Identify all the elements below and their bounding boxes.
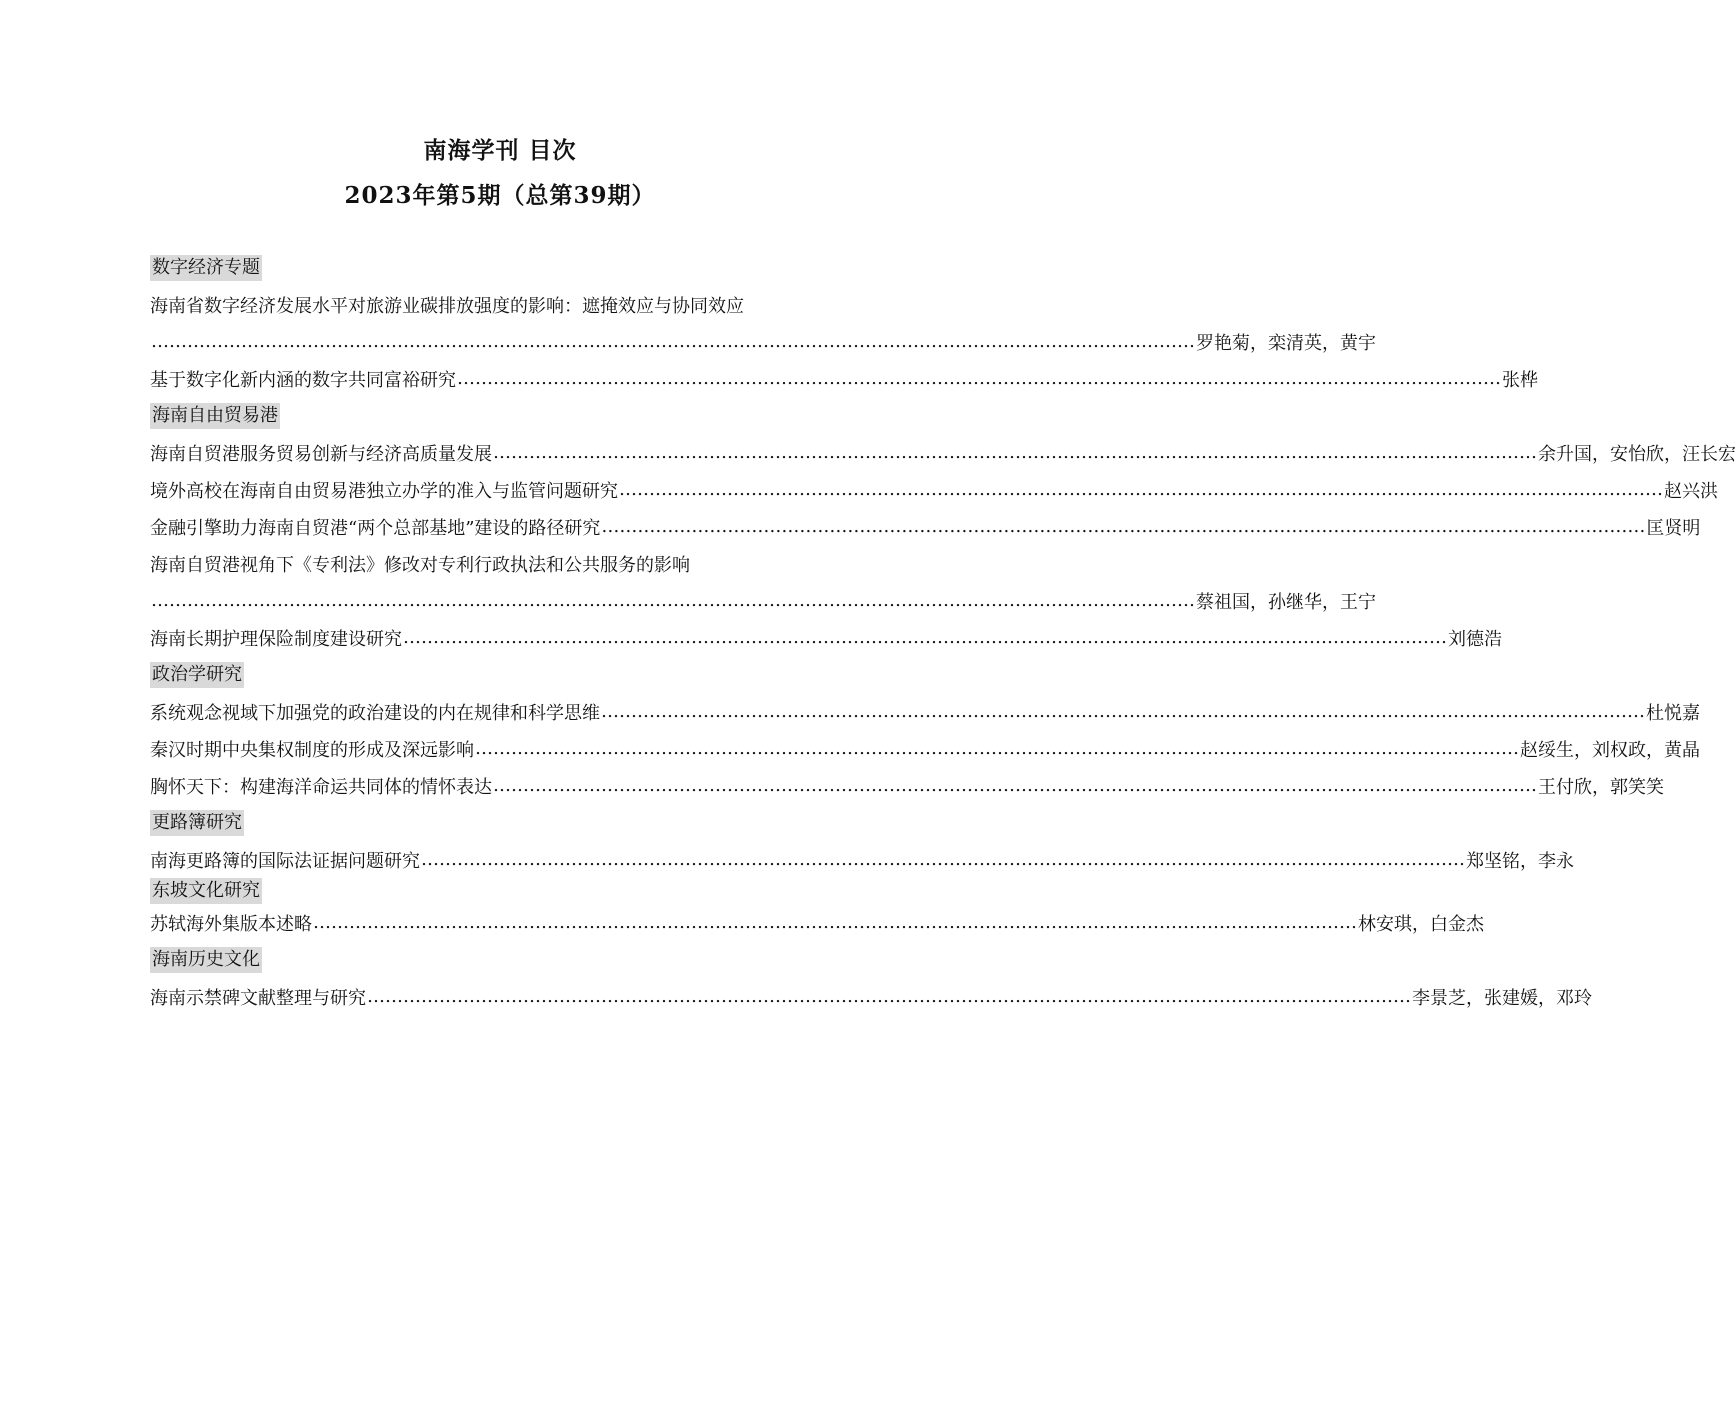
article-title: 海南示禁碑文献整理与研究 <box>150 987 366 1009</box>
article-title: 境外高校在海南自由贸易港独立办学的准入与监管问题研究 <box>150 480 618 502</box>
toc-entry-line <box>150 514 1701 540</box>
article-title: 系统观念视域下加强党的政治建设的内在规律和科学思维 <box>150 702 600 724</box>
article-authors: 李景芝，张建媛，邓玲 <box>1412 987 1592 1009</box>
section-heading: 更路簿研究 <box>150 810 244 836</box>
article-title-line: 海南省数字经济发展水平对旅游业碳排放强度的影响：遮掩效应与协同效应 <box>150 295 744 317</box>
dot-leader: ………………………………………………………………………………………………………………………………………………………… <box>403 627 1447 648</box>
dot-leader: ………………………………………………………………………………………………………………………………………………………… <box>475 738 1519 759</box>
section-heading-row <box>150 249 850 286</box>
dot-leader: ………………………………………………………………………………………………………………………………………………………… <box>367 986 1411 1007</box>
table-of-contents <box>150 249 1736 1015</box>
toc-entry[interactable] <box>150 471 1718 508</box>
article-authors: 罗艳菊，栾清英，黄宇 <box>1196 332 1376 354</box>
toc-entry-line <box>150 588 1376 614</box>
article-authors: 蔡祖国，孙继华，王宁 <box>1196 591 1376 613</box>
section-heading-row <box>150 878 850 904</box>
article-authors: 刘德浩 <box>1448 628 1502 650</box>
dot-leader: ………………………………………………………………………………………………………………………………………………………… <box>457 368 1501 389</box>
article-title: 基于数字化新内涵的数字共同富裕研究 <box>150 369 456 391</box>
toc-entry-line <box>150 736 1700 762</box>
section-heading: 海南自由贸易港 <box>150 403 280 429</box>
article-title: 海南长期护理保险制度建设研究 <box>150 628 402 650</box>
issue-number: 2023年第5期（总第39期） <box>344 182 656 209</box>
toc-entry[interactable] <box>150 619 1502 656</box>
toc-entry[interactable] <box>150 841 1574 878</box>
toc-entry[interactable] <box>150 360 1538 397</box>
toc-entry-line <box>150 699 1700 725</box>
article-authors: 赵绥生，刘权政，黄晶 <box>1520 739 1700 761</box>
section-heading-row <box>150 804 850 841</box>
article-authors: 林安琪，白金杰 <box>1358 913 1484 935</box>
toc-entry-line <box>150 910 1484 936</box>
article-title: 秦汉时期中央集权制度的形成及深远影响 <box>150 739 474 761</box>
toc-entry-line <box>150 847 1574 873</box>
toc-entry[interactable] <box>150 904 1484 941</box>
article-title: 苏轼海外集版本述略 <box>150 913 312 935</box>
toc-entry[interactable] <box>150 693 1700 730</box>
dot-leader: ………………………………………………………………………………………………………………………………………………………… <box>493 775 1537 796</box>
dot-leader: ………………………………………………………………………………………………………………………………………………………… <box>151 590 1195 611</box>
article-authors: 郑坚铭，李永 <box>1466 850 1574 872</box>
article-authors: 杜悦嘉 <box>1646 702 1700 724</box>
article-title: 南海更路簿的国际法证据问题研究 <box>150 850 420 872</box>
article-title-line: 海南自贸港视角下《专利法》修改对专利行政执法和公共服务的影响 <box>150 554 690 576</box>
toc-entry-line <box>150 440 1736 466</box>
journal-title: 南海学刊 目次 <box>423 137 577 164</box>
section-heading: 数字经济专题 <box>150 255 262 281</box>
section-heading: 政治学研究 <box>150 662 244 688</box>
toc-entry-line <box>150 773 1664 799</box>
dot-leader: ………………………………………………………………………………………………………………………………………………………… <box>619 479 1663 500</box>
article-authors: 匡贤明 <box>1646 517 1701 539</box>
dot-leader: ………………………………………………………………………………………………………………………………………………………… <box>493 442 1537 463</box>
article-authors: 余升国，安怡欣，汪长宏 <box>1538 443 1736 465</box>
section-heading-row <box>150 397 850 434</box>
toc-entry[interactable] <box>150 582 1376 619</box>
dot-leader: ………………………………………………………………………………………………………………………………………………………… <box>151 331 1195 352</box>
article-title: 金融引擎助力海南自贸港“两个总部基地”建设的路径研究 <box>150 517 601 539</box>
dot-leader: ………………………………………………………………………………………………………………………………………………………… <box>601 516 1646 537</box>
toc-entry[interactable] <box>150 978 1592 1015</box>
article-title: 胸怀天下：构建海洋命运共同体的情怀表达 <box>150 776 492 798</box>
toc-entry[interactable] <box>150 730 1700 767</box>
article-title: 海南自贸港服务贸易创新与经济高质量发展 <box>150 443 492 465</box>
toc-entry[interactable] <box>150 767 1664 804</box>
article-authors: 张桦 <box>1502 369 1538 391</box>
article-authors: 王付欣，郭笑笑 <box>1538 776 1664 798</box>
toc-entry-line <box>150 625 1502 651</box>
section-heading-row <box>150 941 850 978</box>
toc-entry-line <box>150 984 1592 1010</box>
toc-entry[interactable] <box>150 508 1701 545</box>
section-heading-row <box>150 656 850 693</box>
section-heading: 东坡文化研究 <box>150 878 262 904</box>
toc-entry-line <box>150 366 1538 392</box>
article-authors: 赵兴洪 <box>1664 480 1718 502</box>
toc-entry-line <box>150 329 1376 355</box>
toc-entry-line <box>150 477 1718 503</box>
section-heading: 海南历史文化 <box>150 947 262 973</box>
dot-leader: ………………………………………………………………………………………………………………………………………………………… <box>421 849 1465 870</box>
toc-entry[interactable] <box>150 434 1736 471</box>
dot-leader: ………………………………………………………………………………………………………………………………………………………… <box>313 912 1357 933</box>
dot-leader: ………………………………………………………………………………………………………………………………………………………… <box>601 701 1645 722</box>
toc-entry[interactable] <box>150 323 1376 360</box>
